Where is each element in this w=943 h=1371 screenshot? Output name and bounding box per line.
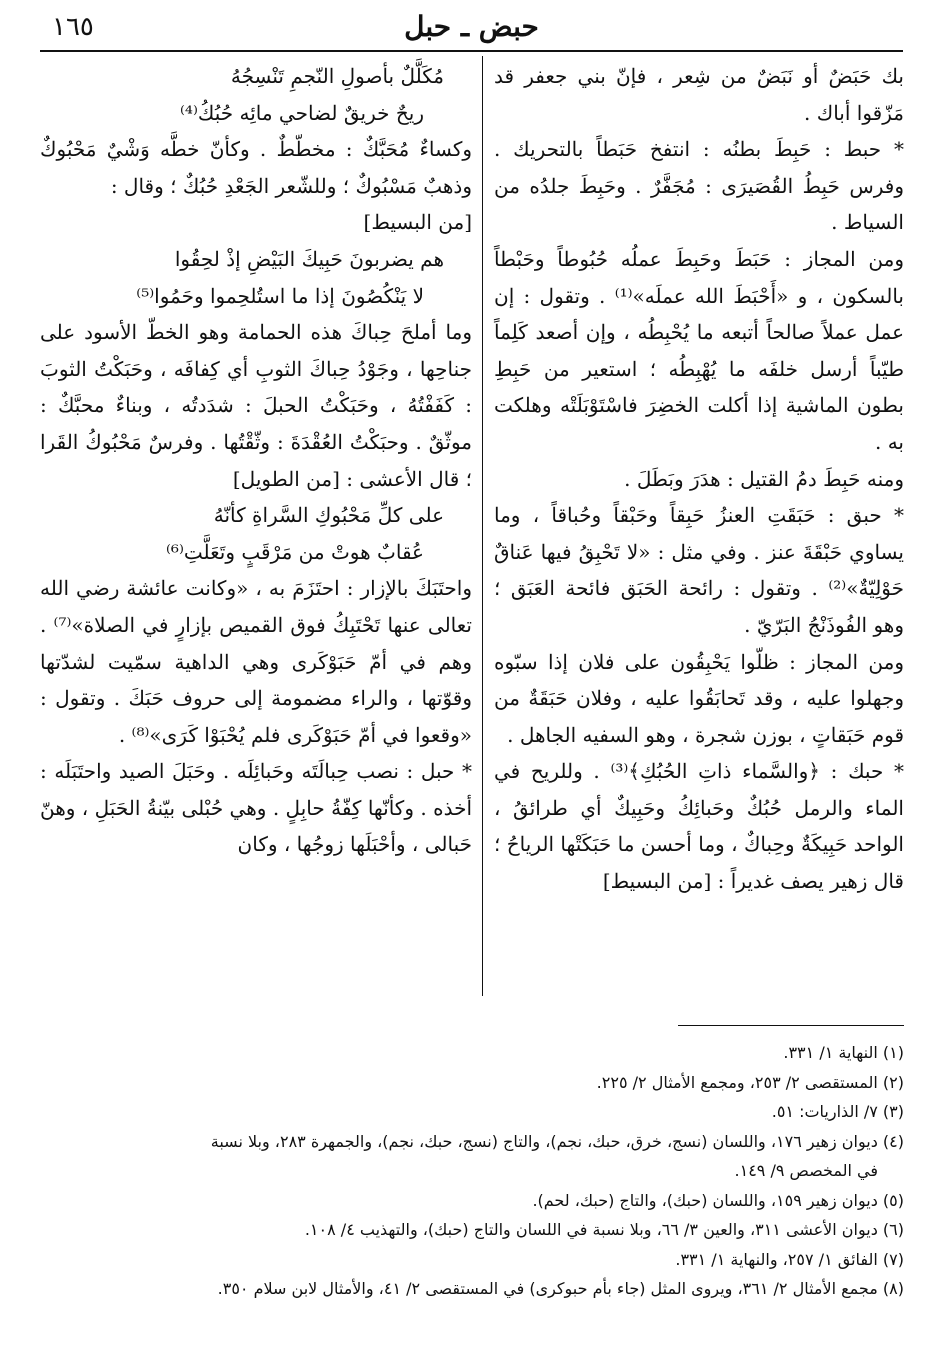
header-rule (40, 50, 903, 52)
paragraph: وما أملحَ حِباكَ هذه الحمامة وهو الخطّ الأسود على جناحِها ، وجَوْدُ حِباكَ الثوبِ أي كِفافَه ، وحَبَكْتُ الثوبَ : كَفَفْتُهُ ، وحَبَكْتُ الحبلَ : شدَدتُه ، وبناءٌ محبَّكٌ : موثّقٌ . وحبَكْتُ العُقْدَةَ : وثّقْتُها . وفرسٌ مَحْبُوكُ القَرا ؛ قال الأعشى : [من الطويل] (40, 320, 472, 491)
paragraph: بك حَبَضٌ أو نَبَضٌ من شِعر ، فإنّ بني جعفر قد مَزّقوا أباك . (494, 64, 904, 125)
footnote: (٤) ديوان زهير ١٧٦، واللسان (نسج، خرق، حبك، نجم)، والتاج (نسج، حبك، نجم)، والجمهرة ٢٨٣، وبلا نسبة (210, 1131, 904, 1151)
paragraph: ومن المجاز : ظلّوا يَحْبِقُون على فلان إذا سبّوه وجهلوا عليه ، وقد تَحابَقُوا عليه ، وفلان حَبَقَةٌ من قوم حَبَقاتٍ ، بوزن شجرة ، وهو السفيه الجاهل . (494, 649, 904, 747)
verse-line: لا يَنْكُصُونَ إذا ما استُلحِموا وحَمُوا⁽⁵⁾ (136, 283, 424, 308)
footnote: (٣) ٧/ الذاريات: ٥١. (771, 1102, 904, 1121)
paragraph: ومنه حَبِطَ دمُ القتيل : هدَرَ وبَطَلَ . (624, 466, 904, 491)
column-divider (482, 56, 483, 996)
footnotes (40, 1038, 904, 1304)
footnote: (٥) ديوان زهير ١٥٩، واللسان (حبك)، والتاج (حبك، لحم). (532, 1190, 904, 1210)
right-column (494, 58, 904, 900)
page-number: ١٦٥ (52, 12, 94, 42)
entry-habata: * حبط : حَبِطَ بطنُه : انتفخ حَبَطاً بالتحريك . وفرس حَبِطُ القُصَيرَى : مُجَفَّرٌ . وحَبِطَ جلدُه من السياط . (494, 137, 904, 235)
footnote: (٨) مجمع الأمثال ٢/ ٣٦١، ويروى المثل (جاء بأم حبوكرى) في المستقصى ٢/ ٤١، والأمثال لابن سلام ٣٥٠. (217, 1279, 904, 1298)
paragraph: وكساءٌ مُحَبَّكٌ : مخطّطٌ . وكأنّ خطَّه وَشْيٌ مَحْبُوكٌ وذهبٌ مَسْبُوكٌ ؛ وللشّعر الجَعْدِ حُبُكٌ ؛ وقال : (40, 137, 472, 198)
page-header (40, 6, 903, 46)
verse-line: على كلِّ مَحْبُوكِ السَّراةِ كأنّهُ (213, 503, 444, 528)
entry-habaqa: * حبق : حَبَقَتِ العنزُ حَبِقاً وحَبْقاً وحُباقاً ، وما يساوي حَبْقَةَ عنز . وفي مثل : «لا تَحْبِقُ فيها عَناقٌ حَوْلِيّةٌ»⁽²⁾ . وتقول : رائحة الحَبَق فائحة العَبَق ؛ وهو الفُوذَنْجُ البَرّيّ . (494, 503, 904, 637)
footnote: (١) النهاية ١/ ٣٣١. (783, 1043, 904, 1062)
paragraph: واحتَبَكَ بالإزار : احتَزَمَ به ، «وكانت عائشة رضي الله تعالى عنها تَحْتَبِكُ فوق القميص بإزارٍ في الصلاة»⁽⁷⁾ . وهم في أمّ حَبَوْكَرى وهي الداهية سمّيت لشدّتها وقوّتها ، والراء مضمومة إلى حروف حَبَكَ . وتقول : «وقعوا في أمّ حَبَوْكَرى فلم يُحْبَوْا كَرَى»⁽⁸⁾ . (40, 576, 472, 747)
paragraph: ومن المجاز : حَبَطَ وحَبِطَ عملُه حُبُوطاً وحَبْطاً بالسكون ، و «أَحْبَطَ الله عملَه»⁽¹⁾ . وتقول : إن عمل عملاً صالحاً أتبعه ما يُحْبِطُه ، وإن أصعد كَلِماً طيّباً أرسل خلفَه ما يُهْبِطُه ؛ استعير من حَبِطِ بطون الماشية إذا أكلت الخضِرَ فاسْتَوْبَلَتْه وهلكت به . (494, 246, 905, 454)
entry-habala: * حبل : نصب حِبالَتَه وحَبائِلَه . وحَبَلَ الصيد واحتَبَلَه : أخذه . وكأنّها كِفّةُ حابِلٍ . وهي حُبْلى بيّنةُ الحَبَلِ ، وهنّ حَبالى ، وأحْبَلَها زوجُها ، وكان (40, 759, 472, 857)
verse-line: هم يضربونَ حَبِيكَ البَيْضِ إذْ لحِقُوا (174, 246, 444, 271)
entry-habaka: * حبك : ﴿والسَّماء ذاتِ الحُبُكِ﴾⁽³⁾ . وللريح في الماء والرمل حُبُكٌ وحَبائِكُ وحَبِيكٌ أي طرائقُ ، الواحد حَبِيكَةٌ وحِباكٌ ، وما أحسن ما حَبَكَتْها الرياحُ ؛ قال زهير يصف غديراً : [من البسيط] (494, 759, 904, 894)
footnote: (٧) الفائق ١/ ٢٥٧، والنهاية ١/ ٣٣١. (675, 1249, 904, 1269)
verse-line: ريحٌ خريقٌ لضاحي مائِه حُبُكُ⁽⁴⁾ (180, 100, 424, 125)
verse-line: مُكَلَّلٌ بأصولِ النّجمِ تَنْسِجُهُ (230, 64, 444, 88)
footnote-continuation: في المخصص ٩/ ١٤٩. (734, 1161, 878, 1180)
footnote: (٢) المستقصى ٢/ ٢٥٣، ومجمع الأمثال ٢/ ٢٢٥. (596, 1072, 904, 1092)
footnote-rule (678, 1025, 904, 1026)
meter-label: [من البسيط] (363, 210, 472, 235)
footnote: (٦) ديوان الأعشى ٣١١، والعين ٣/ ٦٦، وبلا نسبة في اللسان والتاج (حبك)، والتهذيب ٤/ ١٠٨. (304, 1220, 904, 1239)
left-column (40, 58, 472, 863)
page-title: حبض ـ حبل (404, 10, 539, 43)
verse-line: عُقابٌ هوتْ من مَرْقَبٍ وتَعَلَّتِ⁽⁶⁾ (166, 539, 424, 564)
